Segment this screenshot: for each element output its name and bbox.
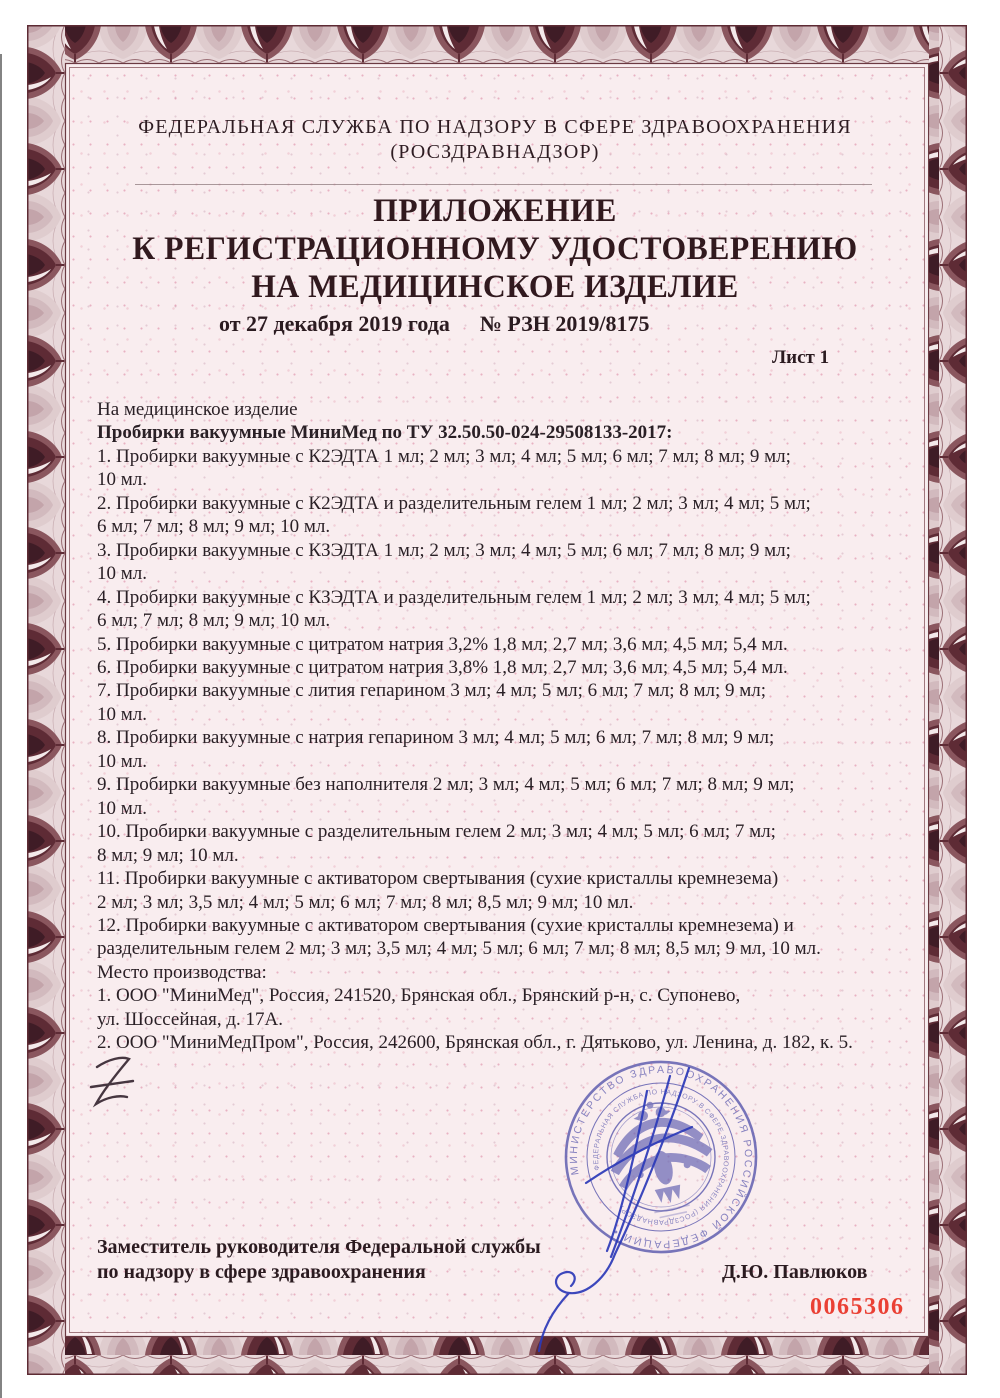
document-title-line1: ПРИЛОЖЕНИЕ (373, 193, 617, 229)
stamp-inner-ring-text: ФЕДЕРАЛЬНАЯ СЛУЖБА ПО НАДЗОРУ В СФЕРЕ ЗДРАВООХРАНЕНИЯ (РОСЗДРАВНАДЗОР) (592, 1088, 730, 1226)
body-line: На медицинское изделие (97, 399, 298, 420)
body-line: 2. ООО "МиниМедПром", Россия, 242600, Брянская обл., г. Дятьково, ул. Ленина, д. 182, к. 5. (97, 1032, 853, 1054)
body-line: 6 мл; 7 мл; 8 мл; 9 мл; 10 мл. (97, 610, 331, 632)
body-line: 10 мл. (97, 797, 148, 819)
official-stamp (556, 1052, 768, 1264)
body-line: 10 мл. (97, 750, 148, 772)
body-line: 1. Пробирки вакуумные с К2ЭДТА 1 мл; 2 мл; 3 мл; 4 мл; 5 мл; 6 мл; 7 мл; 8 мл; 9 мл; (97, 445, 791, 467)
issue-date: от 27 декабря 2019 года (219, 311, 450, 336)
body-line: 10 мл. (97, 703, 148, 725)
body-line: Место производства: (97, 961, 267, 983)
signatory-title-line2: по надзору в сфере здравоохранения (97, 1261, 426, 1283)
issuer-name-line1: ФЕДЕРАЛЬНАЯ СЛУЖБА ПО НАДЗОРУ В СФЕРЕ ЗДРАВООХРАНЕНИЯ (138, 116, 852, 138)
body-line: разделительным гелем 2 мл; 3 мл; 3,5 мл; 4 мл; 5 мл; 6 мл; 7 мл; 8 мл; 8,5 мл; 9 мл, 10 мл. (97, 938, 821, 960)
stamp-outer-ring-text: МИНИСТЕРСТВО ЗДРАВООХРАНЕНИЯ РОССИЙСКОЙ ФЕДЕРАЦИИ • (567, 1063, 755, 1251)
body-line: 3. Пробирки вакуумные с КЗЭДТА 1 мл; 2 мл; 3 мл; 4 мл; 5 мл; 6 мл; 7 мл; 8 мл; 9 мл; (97, 539, 791, 561)
body-line: 4. Пробирки вакуумные с КЗЭДТА и разделительным гелем 1 мл; 2 мл; 3 мл; 4 мл; 5 мл; (97, 586, 811, 608)
body-line: 10 мл. (97, 563, 148, 585)
body-line: 5. Пробирки вакуумные с цитратом натрия 3,2% 1,8 мл; 2,7 мл; 3,6 мл; 4,5 мл; 5,4 мл. (97, 633, 788, 655)
serial-number: 0065306 (810, 1294, 905, 1320)
header-divider (135, 184, 872, 185)
body-line: 6. Пробирки вакуумные с цитратом натрия 3,8% 1,8 мл; 2,7 мл; 3,6 мл; 4,5 мл; 5,4 мл. (97, 656, 788, 678)
issuer-name-line2: (РОСЗДРАВНАДЗОР) (390, 141, 600, 163)
body-line: 8 мл; 9 мл; 10 мл. (97, 844, 239, 866)
body-line: Пробирки вакуумные МиниМед по ТУ 32.50.50-024-29508133-2017: (97, 422, 673, 444)
signatory-name: Д.Ю. Павлюков (722, 1261, 868, 1283)
body-line: 7. Пробирки вакуумные с лития гепарином 3 мл; 4 мл; 5 мл; 6 мл; 7 мл; 8 мл; 9 мл; (97, 680, 767, 702)
registration-number: № РЗН 2019/8175 (479, 311, 650, 336)
body-line: 9. Пробирки вакуумные без наполнителя 2 мл; 3 мл; 4 мл; 5 мл; 6 мл; 7 мл; 8 мл; 9 мл; (97, 774, 795, 796)
body-line: ул. Шоссейная, д. 17А. (97, 1008, 283, 1030)
body-line: 12. Пробирки вакуумные с активатором свертывания (сухие кристаллы кремнезема) и (97, 914, 794, 936)
sheet-label: Лист 1 (772, 347, 830, 368)
body-line: 10 мл. (97, 469, 148, 491)
scan-edge-artifact (0, 54, 2, 1398)
body-line: 11. Пробирки вакуумные с активатором свертывания (сухие кристаллы кремнезема) (97, 868, 779, 890)
date-and-number-line (97, 311, 897, 337)
body-line: 1. ООО "МиниМед", Россия, 241520, Брянская обл., Брянский р-н, с. Супонево, (97, 985, 741, 1007)
document-title-line2: К РЕГИСТРАЦИОННОМУ УДОСТОВЕРЕНИЮ (132, 231, 858, 267)
document-title-line3: НА МЕДИЦИНСКОЕ ИЗДЕЛИЕ (251, 269, 739, 305)
body-line: 2. Пробирки вакуумные с К2ЭДТА и разделительным гелем 1 мл; 2 мл; 3 мл; 4 мл; 5 мл; (97, 492, 811, 514)
body-line: 10. Пробирки вакуумные с разделительным гелем 2 мл; 3 мл; 4 мл; 5 мл; 6 мл; 7 мл; (97, 821, 776, 843)
body-text (97, 398, 933, 1055)
signatory-title-line1: Заместитель руководителя Федеральной службы (97, 1236, 541, 1258)
body-line: 2 мл; 3 мл; 3,5 мл; 4 мл; 5 мл; 6 мл; 7 мл; 8 мл; 8,5 мл; 9 мл; 10 мл. (97, 891, 634, 913)
body-line: 6 мл; 7 мл; 8 мл; 9 мл; 10 мл. (97, 516, 331, 538)
body-line: 8. Пробирки вакуумные с натрия гепарином 3 мл; 4 мл; 5 мл; 6 мл; 7 мл; 8 мл; 9 мл; (97, 727, 775, 749)
